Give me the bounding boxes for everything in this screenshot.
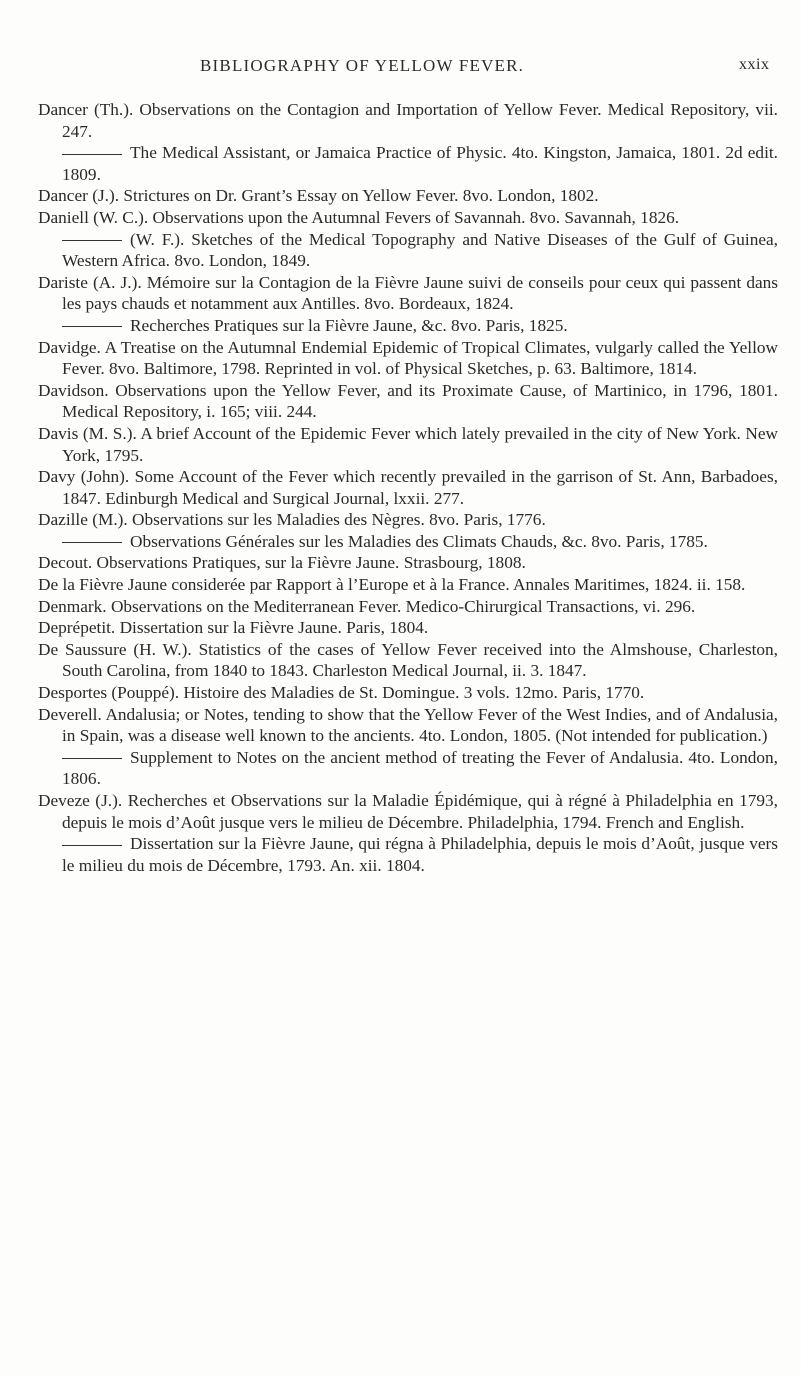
bibliography-entry (38, 833, 778, 876)
entry-text: Davidge. A Treatise on the Autumnal Endemial Epidemic of Tropical Climates, vulgarly called the Yellow Fever. 8vo. Baltimore, 1798. Reprinted in vol. of Physical Sketches, p. 63. Baltimore, 1814. (38, 337, 778, 379)
running-head-title: BIBLIOGRAPHY OF YELLOW FEVER. (200, 56, 525, 75)
entry-text: Davy (John). Some Account of the Fever which recently prevailed in the garrison of St. Ann, Barbadoes, 1847. Edinburgh Medical and Surgical Journal, lxxii. 277. (38, 467, 778, 508)
entry-text: De la Fièvre Jaune considerée par Rapport à l’Europe et à la France. Annales Maritimes, 1824. ii. 158. (38, 575, 746, 595)
entry-text: Daniell (W. C.). Observations upon the Autumnal Fevers of Savannah. 8vo. Savannah, 1826. (38, 207, 680, 227)
bibliography-entry (38, 552, 778, 574)
bibliography-entry (38, 704, 778, 747)
entry-text: Dariste (A. J.). Mémoire sur la Contagion de la Fièvre Jaune suivi de conseils pour ceux qui passent dans les pays chauds et notamment aux Antilles. 8vo. Bordeaux, 1824. (38, 272, 778, 314)
bibliography-entry (38, 509, 778, 531)
entry-text: Denmark. Observations on the Mediterranean Fever. Medico-Chirurgical Transactions, vi. 296. (38, 596, 696, 616)
bibliography-entry (38, 315, 778, 337)
bibliography-list (38, 99, 778, 876)
entry-text: Recherches Pratiques sur la Fièvre Jaune, &c. 8vo. Paris, 1825. (130, 315, 568, 335)
entry-text: (W. F.). Sketches of the Medical Topography and Native Diseases of the Gulf of Guinea, Western Africa. 8vo. London, 1849. (62, 229, 778, 271)
bibliography-entry (38, 574, 778, 596)
entry-text: Dazille (M.). Observations sur les Maladies des Nègres. 8vo. Paris, 1776. (38, 510, 546, 530)
ditto-dash (62, 758, 122, 759)
ditto-dash (62, 326, 122, 327)
bibliography-entry (38, 747, 778, 790)
ditto-dash (62, 240, 122, 241)
entry-text: Desportes (Pouppé). Histoire des Maladies de St. Domingue. 3 vols. 12mo. Paris, 1770. (38, 683, 645, 703)
bibliography-entry (38, 596, 778, 618)
entry-text: Dancer (J.). Strictures on Dr. Grant’s Essay on Yellow Fever. 8vo. London, 1802. (38, 186, 599, 206)
bibliography-entry (38, 531, 778, 553)
bibliography-entry (38, 229, 778, 272)
ditto-dash (62, 154, 122, 155)
entry-text: Deveze (J.). Recherches et Observations sur la Maladie Épidémique, qui à régné à Philadelphia en 1793, depuis le mois d’Août jusque vers le milieu de Décembre. Philadelphia, 1794. French and English. (38, 791, 778, 832)
bibliography-entry (38, 380, 778, 423)
entry-text: De Saussure (H. W.). Statistics of the cases of Yellow Fever received into the Almshouse, Charleston, South Carolina, from 1840 to 1843. Charleston Medical Journal, ii. 3. 1847. (38, 639, 778, 681)
bibliography-entry (38, 185, 778, 207)
bibliography-entry (38, 423, 778, 466)
ditto-dash (62, 542, 122, 543)
entry-text: Dissertation sur la Fièvre Jaune, qui régna à Philadelphia, depuis le mois d’Août, jusque vers le milieu du mois de Décembre, 1793. An. xii. 1804. (62, 834, 778, 875)
bibliography-entry (38, 466, 778, 509)
entry-text: Observations Générales sur les Maladies des Climats Chauds, &c. 8vo. Paris, 1785. (130, 531, 708, 551)
entry-text: Decout. Observations Pratiques, sur la Fièvre Jaune. Strasbourg, 1808. (38, 553, 526, 573)
bibliography-entry (38, 790, 778, 833)
bibliography-entry (38, 617, 778, 639)
bibliography-entry (38, 639, 778, 682)
bibliography-entry (38, 682, 778, 704)
entry-text: Deverell. Andalusia; or Notes, tending to show that the Yellow Fever of the West Indies, and of Andalusia, in Spain, was a disease well known to the ancients. 4to. London, 1805. (Not intended for publication.) (38, 704, 778, 746)
entry-text: Supplement to Notes on the ancient method of treating the Fever of Andalusia. 4to. London, 1806. (62, 747, 778, 789)
page-number: xxix (739, 56, 770, 73)
bibliography-entry (38, 99, 778, 142)
entry-text: Dancer (Th.). Observations on the Contagion and Importation of Yellow Fever. Medical Repository, vii. 247. (38, 100, 778, 141)
bibliography-entry (38, 207, 778, 229)
entry-text: Davidson. Observations upon the Yellow Fever, and its Proximate Cause, of Martinico, in 1796, 1801. Medical Repository, i. 165; viii. 244. (38, 380, 778, 422)
bibliography-entry (38, 337, 778, 380)
entry-text: Davis (M. S.). A brief Account of the Epidemic Fever which lately prevailed in the city of New York. New York, 1795. (38, 423, 778, 465)
ditto-dash (62, 845, 122, 846)
entry-text: The Medical Assistant, or Jamaica Practice of Physic. 4to. Kingston, Jamaica, 1801. 2d edit. 1809. (62, 143, 778, 184)
running-head (0, 56, 801, 80)
bibliography-entry (38, 272, 778, 315)
entry-text: Deprépetit. Dissertation sur la Fièvre Jaune. Paris, 1804. (38, 618, 429, 638)
bibliography-entry (38, 142, 778, 185)
